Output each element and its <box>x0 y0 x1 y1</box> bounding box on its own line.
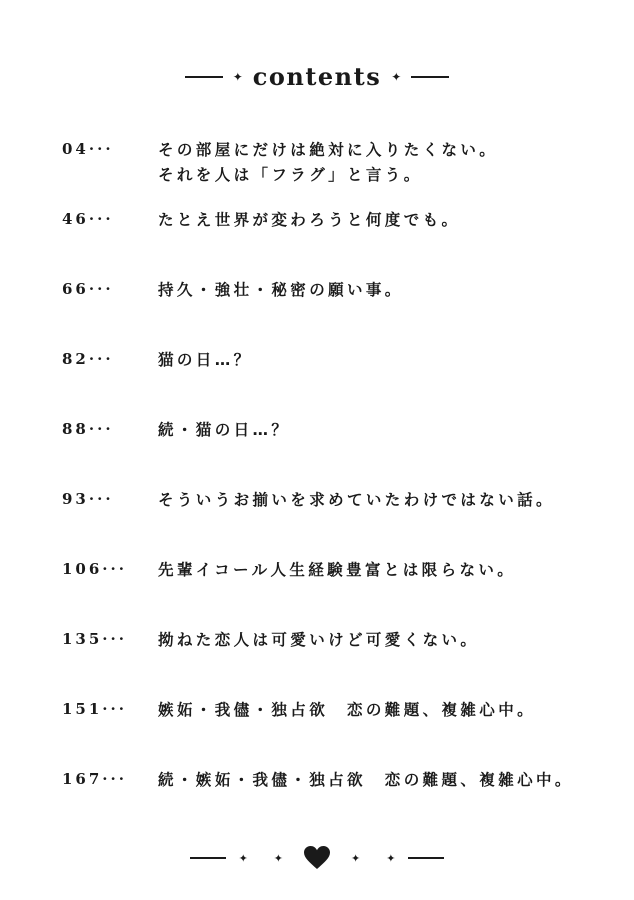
footer-rule-left <box>190 857 226 859</box>
toc-entry <box>62 208 622 233</box>
toc-page-number: 66··· <box>62 280 114 298</box>
page-title: contents <box>252 62 382 91</box>
toc-entry-title: 拗ねた恋人は可愛いけど可愛くない。 <box>158 631 480 649</box>
toc-entry-title: 持久・強壮・秘密の願い事。 <box>158 281 404 299</box>
sparkle-icon: ✦ <box>391 70 402 84</box>
sparkle-icon: ✦ <box>232 70 243 84</box>
toc-page-number: 88··· <box>62 420 114 438</box>
toc-page-number: 93··· <box>62 490 114 508</box>
heart-icon <box>304 846 330 870</box>
toc-entry-title: その部屋にだけは絶対に入りたくない。 それを人は「フラグ」と言う。 <box>158 141 499 184</box>
toc-entry <box>62 558 622 583</box>
toc-page-number: 167··· <box>62 770 127 788</box>
toc-page-number: 135··· <box>62 630 127 648</box>
toc-entry-title: 続・嫉妬・我儘・独占欲 恋の難題、複雑心中。 <box>158 771 574 789</box>
toc-entry <box>62 768 622 793</box>
toc-entry <box>62 628 622 653</box>
toc-entry <box>62 278 622 303</box>
sparkle-icon: ✦ <box>273 851 283 865</box>
toc-entry-title: たとえ世界が変わろうと何度でも。 <box>158 211 461 229</box>
toc-entry-title: そういうお揃いを求めていたわけではない話。 <box>158 491 555 509</box>
toc-entry-title: 猫の日…？ <box>158 351 253 369</box>
toc-page-number: 82··· <box>62 350 114 368</box>
toc-entry <box>62 418 622 443</box>
contents-header <box>0 60 634 94</box>
toc-entry-title: 嫉妬・我儘・独占欲 恋の難題、複雑心中。 <box>158 701 537 719</box>
toc-page-number: 106··· <box>62 560 127 578</box>
toc-page-number: 46··· <box>62 210 114 228</box>
footer-ornament <box>0 844 634 872</box>
sparkle-icon: ✦ <box>238 851 248 865</box>
header-rule-left <box>185 76 223 78</box>
header-rule-right <box>411 76 449 78</box>
toc-entry-title: 先輩イコール人生経験豊富とは限らない。 <box>158 561 517 579</box>
toc-entry-title: 続・猫の日…？ <box>158 421 291 439</box>
toc-entry <box>62 348 622 373</box>
toc-page-number: 151··· <box>62 700 127 718</box>
sparkle-icon: ✦ <box>351 851 361 865</box>
toc-entry <box>62 138 622 188</box>
toc-page-number: 04··· <box>62 140 114 158</box>
footer-rule-right <box>408 857 444 859</box>
toc-entry <box>62 488 622 513</box>
sparkle-icon: ✦ <box>386 851 396 865</box>
toc-entry <box>62 698 622 723</box>
